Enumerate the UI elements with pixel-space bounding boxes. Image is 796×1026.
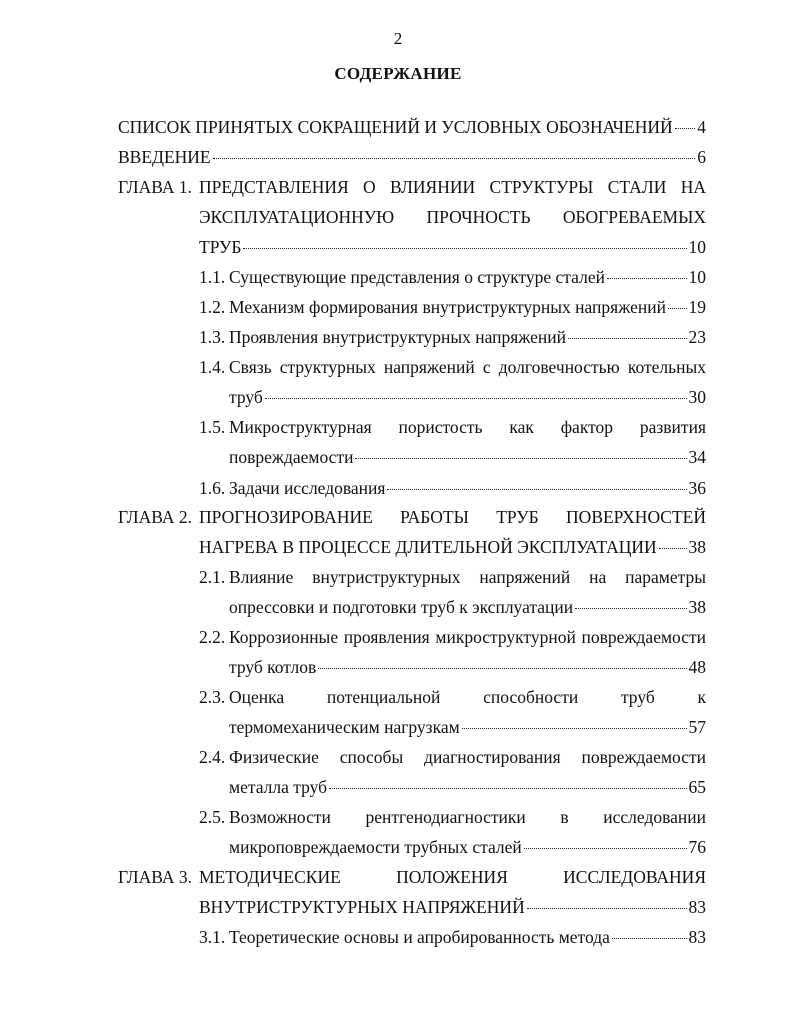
dot-leader [668, 308, 687, 309]
chapter-label: ГЛАВА 2. [118, 507, 193, 527]
dot-leader [527, 908, 687, 909]
section-number: 2.2. [199, 627, 226, 647]
toc-entry-title: ВНУТРИСТРУКТУРНЫХ НАПРЯЖЕНИЙ [199, 897, 525, 917]
toc-entry-page: 83 [688, 927, 706, 947]
dot-leader [524, 848, 687, 849]
dot-leader [355, 458, 686, 459]
section-line [229, 326, 706, 348]
section-number: 1.3. [199, 327, 226, 347]
dot-leader [568, 338, 686, 339]
dot-leader [659, 548, 687, 549]
section-line [229, 266, 706, 288]
section-title-line: Коррозионные проявления микроструктурной повреждаемости [229, 627, 706, 647]
toc-entry-title: Существующие представления о структуре сталей [229, 267, 605, 287]
section-number: 1.5. [199, 417, 226, 437]
toc-entry-title: Механизм формирования внутриструктурных напряжений [229, 297, 666, 317]
toc-entry-title: ВВЕДЕНИЕ [118, 147, 211, 167]
toc-entry-page: 38 [688, 537, 706, 557]
section-line [229, 926, 706, 948]
section-number: 2.3. [199, 687, 226, 707]
section-number: 1.6. [199, 478, 226, 498]
chapter-title-last-line [199, 236, 706, 258]
toc-entry-title: термомеханическим нагрузкам [229, 717, 460, 737]
dot-leader [318, 668, 686, 669]
dot-leader [387, 489, 686, 490]
section-line [229, 716, 706, 738]
section-line [229, 836, 706, 858]
section-line [229, 776, 706, 798]
dot-leader [607, 278, 687, 279]
chapter-title-line: МЕТОДИЧЕСКИЕ ПОЛОЖЕНИЯ ИССЛЕДОВАНИЯ [199, 867, 706, 887]
toc-entry-title: Проявления внутриструктурных напряжений [229, 327, 567, 347]
section-title-line: Оценка потенциальной способности труб к [229, 687, 706, 707]
section-title-line: Влияние внутриструктурных напряжений на параметры [229, 567, 706, 587]
toc-entry-page: 23 [688, 327, 706, 347]
chapter-title-last-line [199, 536, 706, 558]
toc-entry-page: 30 [688, 387, 706, 407]
toc-entry-page: 10 [688, 267, 706, 287]
section-line [229, 596, 706, 618]
section-title-line: Возможности рентгенодиагностики в исследовании [229, 807, 706, 827]
toc-entry-title: опрессовки и подготовки труб к эксплуатации [229, 597, 574, 617]
dot-leader [329, 788, 686, 789]
section-number: 2.4. [199, 747, 226, 767]
section-number: 3.1. [199, 927, 226, 947]
toc-entry-page: 19 [688, 297, 706, 317]
toc-entry-page: 10 [688, 237, 706, 257]
section-line [229, 477, 706, 499]
section-number: 1.1. [199, 267, 226, 287]
dot-leader [462, 728, 687, 729]
section-number: 1.2. [199, 297, 226, 317]
toc-entry-page: 76 [688, 837, 706, 857]
chapter-title-line: ПРЕДСТАВЛЕНИЯ О ВЛИЯНИИ СТРУКТУРЫ СТАЛИ НА [199, 177, 706, 197]
toc-entry-title: Теоретические основы и апробированность метода [229, 927, 610, 947]
section-line [229, 386, 706, 408]
dot-leader [243, 248, 686, 249]
toc-entry-title: Задачи исследования [229, 478, 386, 498]
toc-entry-page: 57 [688, 717, 706, 737]
section-number: 2.5. [199, 807, 226, 827]
chapter-title-line: ПРОГНОЗИРОВАНИЕ РАБОТЫ ТРУБ ПОВЕРХНОСТЕЙ [199, 507, 706, 527]
dot-leader [575, 608, 686, 609]
dot-leader [612, 938, 687, 939]
section-line [229, 656, 706, 678]
section-number: 1.4. [199, 357, 226, 377]
toc-heading: СОДЕРЖАНИЕ [334, 64, 462, 83]
toc-entry-title: труб [229, 387, 263, 407]
section-title-line: Физические способы диагностирования повреждаемости [229, 747, 706, 767]
toc-entry-page: 34 [688, 447, 706, 467]
dot-leader [213, 158, 696, 159]
chapter-label: ГЛАВА 1. [118, 177, 193, 197]
section-line [229, 446, 706, 468]
toc-entry-title: металла труб [229, 777, 328, 797]
chapter-title-line: ЭКСПЛУАТАЦИОННУЮ ПРОЧНОСТЬ ОБОГРЕВАЕМЫХ [199, 207, 706, 227]
section-title-line: Связь структурных напряжений с долговечностью котельных [229, 357, 706, 377]
chapter-label: ГЛАВА 3. [118, 867, 193, 887]
toc-entry-introduction [118, 146, 706, 168]
section-number: 2.1. [199, 567, 226, 587]
toc-entry-page: 65 [688, 777, 706, 797]
toc-entry-page: 6 [697, 147, 706, 167]
toc-entry-title: повреждаемости [229, 447, 354, 467]
toc-entry-abbreviations [118, 116, 706, 138]
toc-entry-title: ТРУБ [199, 237, 242, 257]
toc-entry-page: 83 [688, 897, 706, 917]
page-number: 2 [393, 29, 403, 48]
dot-leader [675, 128, 696, 129]
toc-entry-page: 36 [688, 478, 706, 498]
toc-entry-title: труб котлов [229, 657, 317, 677]
section-title-line: Микроструктурная пористость как фактор развития [229, 417, 706, 437]
dot-leader [265, 398, 687, 399]
toc-entry-title: НАГРЕВА В ПРОЦЕССЕ ДЛИТЕЛЬНОЙ ЭКСПЛУАТАЦИИ [199, 537, 657, 557]
toc-entry-title: СПИСОК ПРИНЯТЫХ СОКРАЩЕНИЙ И УСЛОВНЫХ ОБОЗНАЧЕНИЙ [118, 117, 673, 137]
toc-entry-title: микроповреждаемости трубных сталей [229, 837, 522, 857]
chapter-title-last-line [199, 896, 706, 918]
toc-entry-page: 48 [688, 657, 706, 677]
toc-entry-page: 38 [688, 597, 706, 617]
toc-entry-page: 4 [697, 117, 706, 137]
section-line [229, 296, 706, 318]
